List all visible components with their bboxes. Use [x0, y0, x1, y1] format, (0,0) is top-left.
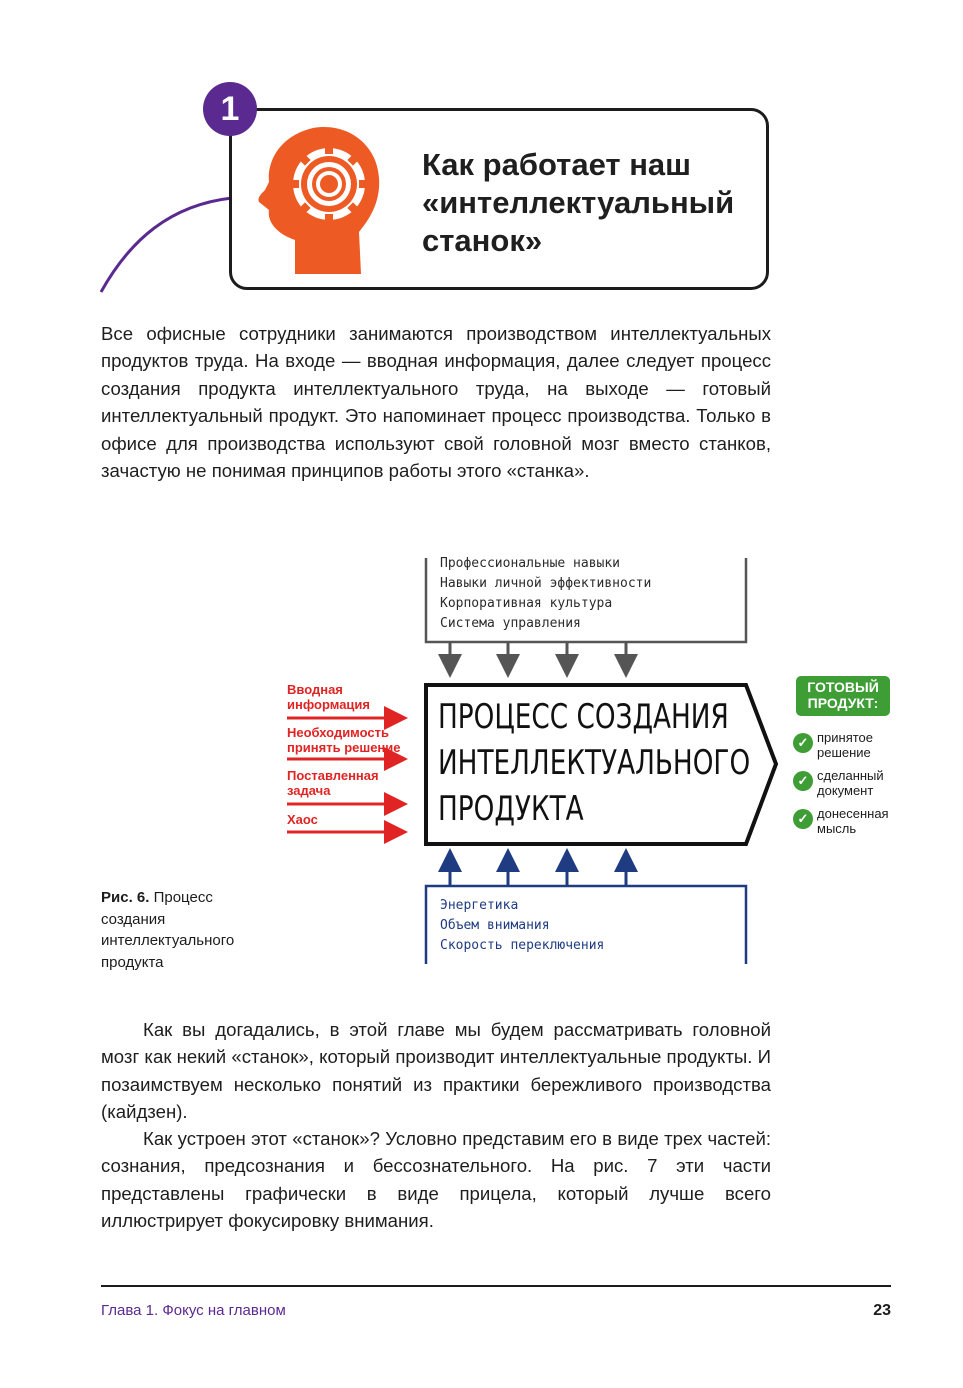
body-paragraph-3: Как устроен этот «станок»? Условно представим его в виде трех частей: сознания, предсознания и бессознательного. На рис. 7 эти части представлены графически в виде прицела, который лучше всего иллюстрирует фокусировку внимания.: [101, 1128, 771, 1232]
input-label: Необходимость принять решение: [287, 725, 401, 755]
top-factor: Корпоративная культура: [440, 596, 613, 611]
output-item-label: принятое решение: [817, 730, 874, 760]
body-paragraph-2: Как вы догадались, в этой главе мы будем рассматривать головной мозг как некий «станок», который производит интеллектуальные продукты. И позаимствуем несколько понятий из практики бережливого производства (кайдзен).: [101, 1019, 771, 1123]
output-badge: ГОТОВЫЙ ПРОДУКТ:: [796, 676, 890, 716]
process-title-line: ПРОДУКТА: [438, 789, 584, 829]
footer-divider: [101, 1285, 891, 1287]
footer-chapter: Глава 1. Фокус на главном: [101, 1302, 286, 1319]
top-factor: Навыки личной эффективности: [440, 576, 652, 591]
output-item-label: сделанный документ: [817, 768, 884, 798]
check-icon: ✓: [793, 733, 813, 753]
bottom-factor-list: [440, 896, 604, 956]
input-label: Хаос: [287, 812, 318, 827]
bottom-arrows: [450, 854, 626, 886]
top-factor: Система управления: [440, 616, 581, 631]
input-label: Поставленная задача: [287, 768, 379, 798]
page-number: 23: [873, 1302, 891, 1319]
top-factor: Профессиональные навыки: [440, 556, 621, 571]
bottom-factor: Энергетика: [440, 898, 519, 913]
section-number-badge: 1: [203, 82, 257, 136]
caption-text: Процесс создания интеллектуального продукта: [101, 889, 235, 971]
process-title: [438, 694, 751, 832]
top-arrows: [450, 642, 626, 672]
head-gear-icon: [255, 122, 385, 278]
output-item-label: донесенная мысль: [817, 806, 889, 836]
bottom-factor: Объем внимания: [440, 918, 550, 933]
caption-label: Рис. 6.: [101, 889, 150, 906]
check-icon: ✓: [793, 771, 813, 791]
section-header: [0, 0, 963, 310]
body-paragraph-1: Все офисные сотрудники занимаются производством интеллектуальных продуктов труда. На входе — вводная информация, далее следует процесс создания продукта интеллектуального труда, на выходе — готовый интеллектуальный продукт. Это напоминает процесс производства. Только в офисе для производства используют свой головной мозг вместо станков, зачастую не понимая принципов работы этого «станка».: [101, 323, 771, 482]
process-title-line: ПРОЦЕСС СОЗДАНИЯ: [438, 697, 729, 737]
process-title-line: ИНТЕЛЛЕКТУАЛЬНОГО: [438, 743, 751, 783]
section-title: Как работает наш «интеллектуальный станок»: [422, 147, 735, 258]
check-icon: ✓: [793, 809, 813, 829]
process-diagram: [280, 548, 920, 968]
top-factor-list: [440, 554, 651, 634]
figure-caption: [101, 887, 271, 973]
bottom-factor: Скорость переключения: [440, 938, 605, 953]
input-label: Вводная информация: [287, 682, 371, 712]
